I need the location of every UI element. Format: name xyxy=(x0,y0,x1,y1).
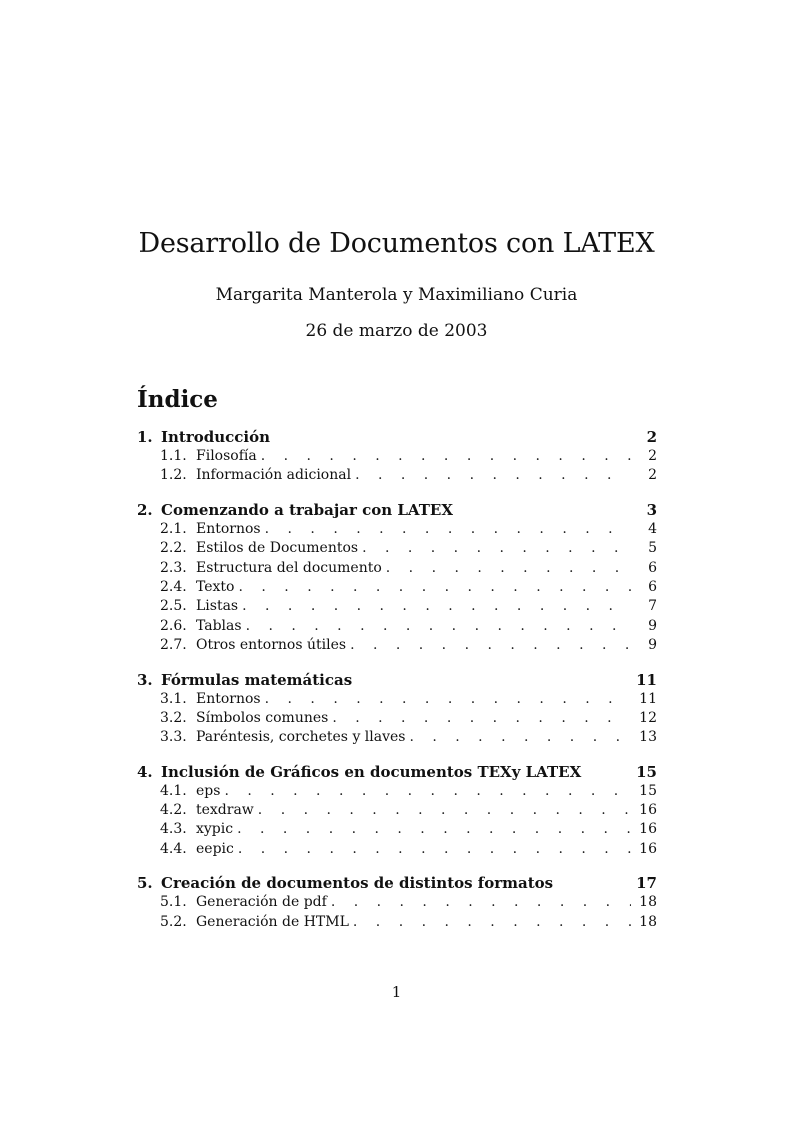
subsection-title: Símbolos comunes xyxy=(196,709,329,726)
toc-section-entry[interactable] xyxy=(137,873,657,893)
toc-section xyxy=(137,762,657,860)
subsection-number: 2.1. xyxy=(160,520,187,537)
subsection-number: 4.4. xyxy=(160,840,187,857)
dot-leader xyxy=(224,782,631,801)
subsection-page: 11 xyxy=(639,690,657,707)
section-number: 3. xyxy=(137,670,153,689)
toc-section xyxy=(137,500,657,656)
subsection-page: 16 xyxy=(639,840,657,857)
toc-subsection-entry[interactable] xyxy=(137,820,657,839)
toc-subsection-entry[interactable] xyxy=(137,539,657,558)
document-authors: Margarita Manterola y Maximiliano Curia xyxy=(215,285,578,305)
toc-subsection-entry[interactable] xyxy=(137,578,657,597)
subsection-number: 2.4. xyxy=(160,578,187,595)
subsection-page: 9 xyxy=(648,617,657,634)
dot-leader xyxy=(355,466,631,485)
subsection-page: 15 xyxy=(639,782,657,799)
subsection-page: 5 xyxy=(648,540,657,557)
toc-subsection-entry[interactable] xyxy=(137,466,657,485)
subsection-title: Paréntesis, corchetes y llaves xyxy=(196,729,406,746)
toc-subsection-entry[interactable] xyxy=(137,690,657,709)
toc-section-entry[interactable] xyxy=(137,427,657,447)
toc-subsection-entry[interactable] xyxy=(137,728,657,747)
subsection-title: Entornos xyxy=(196,690,261,707)
section-title: Introducción xyxy=(161,428,271,446)
subsection-number: 2.2. xyxy=(160,540,187,557)
dot-leader xyxy=(258,801,631,820)
toc-subsection-entry[interactable] xyxy=(137,636,657,655)
dot-leader xyxy=(242,597,631,616)
toc-heading: Índice xyxy=(137,386,218,413)
subsection-number: 2.5. xyxy=(160,598,187,615)
dot-leader xyxy=(332,709,631,728)
toc-subsection-entry[interactable] xyxy=(137,782,657,801)
subsection-title: Información adicional xyxy=(196,467,352,484)
subsection-number: 5.2. xyxy=(160,913,187,930)
toc-section xyxy=(137,873,657,932)
dot-leader xyxy=(353,913,631,932)
page-number: 1 xyxy=(391,983,402,1001)
subsection-number: 3.3. xyxy=(160,729,187,746)
subsection-number: 4.3. xyxy=(160,821,187,838)
dot-leader xyxy=(261,447,631,466)
section-page: 17 xyxy=(636,874,657,893)
toc-subsection-entry[interactable] xyxy=(137,801,657,820)
dot-leader xyxy=(238,840,631,859)
toc-subsection-entry[interactable] xyxy=(137,840,657,859)
section-title: Inclusión de Gráficos en documentos TEXy LATEX xyxy=(161,762,582,781)
dot-leader xyxy=(350,636,631,655)
toc-subsection-entry[interactable] xyxy=(137,597,657,616)
subsection-number: 2.7. xyxy=(160,637,187,654)
section-title: Fórmulas matemáticas xyxy=(161,670,353,689)
table-of-contents xyxy=(137,427,657,946)
toc-subsection-entry[interactable] xyxy=(137,617,657,636)
section-page: 11 xyxy=(636,670,657,689)
subsection-title: Entornos xyxy=(196,520,261,537)
document-date: 26 de marzo de 2003 xyxy=(305,321,488,341)
subsection-title: Listas xyxy=(196,598,239,615)
subsection-page: 9 xyxy=(648,637,657,654)
subsection-number: 1.1. xyxy=(160,448,187,464)
toc-subsection-entry[interactable] xyxy=(137,520,657,539)
section-number: 2. xyxy=(137,500,153,519)
dot-leader xyxy=(331,893,631,912)
document-title: Desarrollo de Documentos con LATEX xyxy=(138,228,655,259)
subsection-title: xypic xyxy=(196,821,234,838)
toc-section xyxy=(137,427,657,486)
section-number: 5. xyxy=(137,874,153,893)
subsection-number: 1.2. xyxy=(160,467,187,484)
subsection-title: eepic xyxy=(196,840,234,857)
section-number: 4. xyxy=(137,762,153,781)
subsection-page: 12 xyxy=(639,709,657,726)
toc-section-entry[interactable] xyxy=(137,670,657,690)
dot-leader xyxy=(239,578,632,597)
subsection-title: Otros entornos útiles xyxy=(196,637,347,654)
subsection-title: Texto xyxy=(196,578,235,595)
subsection-page: 13 xyxy=(639,729,657,746)
subsection-number: 2.6. xyxy=(160,617,187,634)
section-page: 15 xyxy=(636,762,657,781)
subsection-page: 18 xyxy=(639,894,657,911)
toc-subsection-entry[interactable] xyxy=(137,893,657,912)
toc-section xyxy=(137,670,657,748)
subsection-page: 2 xyxy=(648,448,657,464)
section-title: Comenzando a trabajar con LATEX xyxy=(161,500,453,519)
subsection-title: Generación de HTML xyxy=(196,913,349,930)
subsection-number: 3.2. xyxy=(160,709,187,726)
subsection-page: 2 xyxy=(648,467,657,484)
subsection-title: Tablas xyxy=(196,617,242,634)
subsection-page: 16 xyxy=(639,821,657,838)
dot-leader xyxy=(246,617,631,636)
subsection-number: 3.1. xyxy=(160,690,187,707)
subsection-number: 4.1. xyxy=(160,782,187,799)
toc-section-entry[interactable] xyxy=(137,500,657,520)
subsection-title: texdraw xyxy=(196,802,254,819)
dot-leader xyxy=(409,728,631,747)
section-page: 2 xyxy=(646,428,657,446)
subsection-title: eps xyxy=(196,782,221,799)
dot-leader xyxy=(362,539,631,558)
subsection-title: Estilos de Documentos xyxy=(196,540,359,557)
toc-subsection-entry[interactable] xyxy=(137,913,657,932)
subsection-number: 2.3. xyxy=(160,559,187,576)
dot-leader xyxy=(386,559,631,578)
subsection-page: 6 xyxy=(648,578,657,595)
section-number: 1. xyxy=(137,428,153,446)
section-title: Creación de documentos de distintos formatos xyxy=(161,874,554,893)
subsection-title: Filosofía xyxy=(196,448,257,464)
dot-leader xyxy=(237,820,631,839)
toc-subsection-entry[interactable] xyxy=(137,559,657,578)
section-page: 3 xyxy=(646,500,657,519)
subsection-page: 7 xyxy=(648,598,657,615)
toc-subsection-entry[interactable] xyxy=(137,447,657,466)
subsection-number: 4.2. xyxy=(160,802,187,819)
toc-section-entry[interactable] xyxy=(137,762,657,782)
dot-leader xyxy=(265,520,631,539)
subsection-number: 5.1. xyxy=(160,894,187,911)
dot-leader xyxy=(265,690,631,709)
subsection-page: 6 xyxy=(648,559,657,576)
subsection-title: Estructura del documento xyxy=(196,559,382,576)
toc-subsection-entry[interactable] xyxy=(137,709,657,728)
subsection-page: 4 xyxy=(648,520,657,537)
subsection-page: 18 xyxy=(639,913,657,930)
subsection-page: 16 xyxy=(639,802,657,819)
subsection-title: Generación de pdf xyxy=(196,894,327,911)
